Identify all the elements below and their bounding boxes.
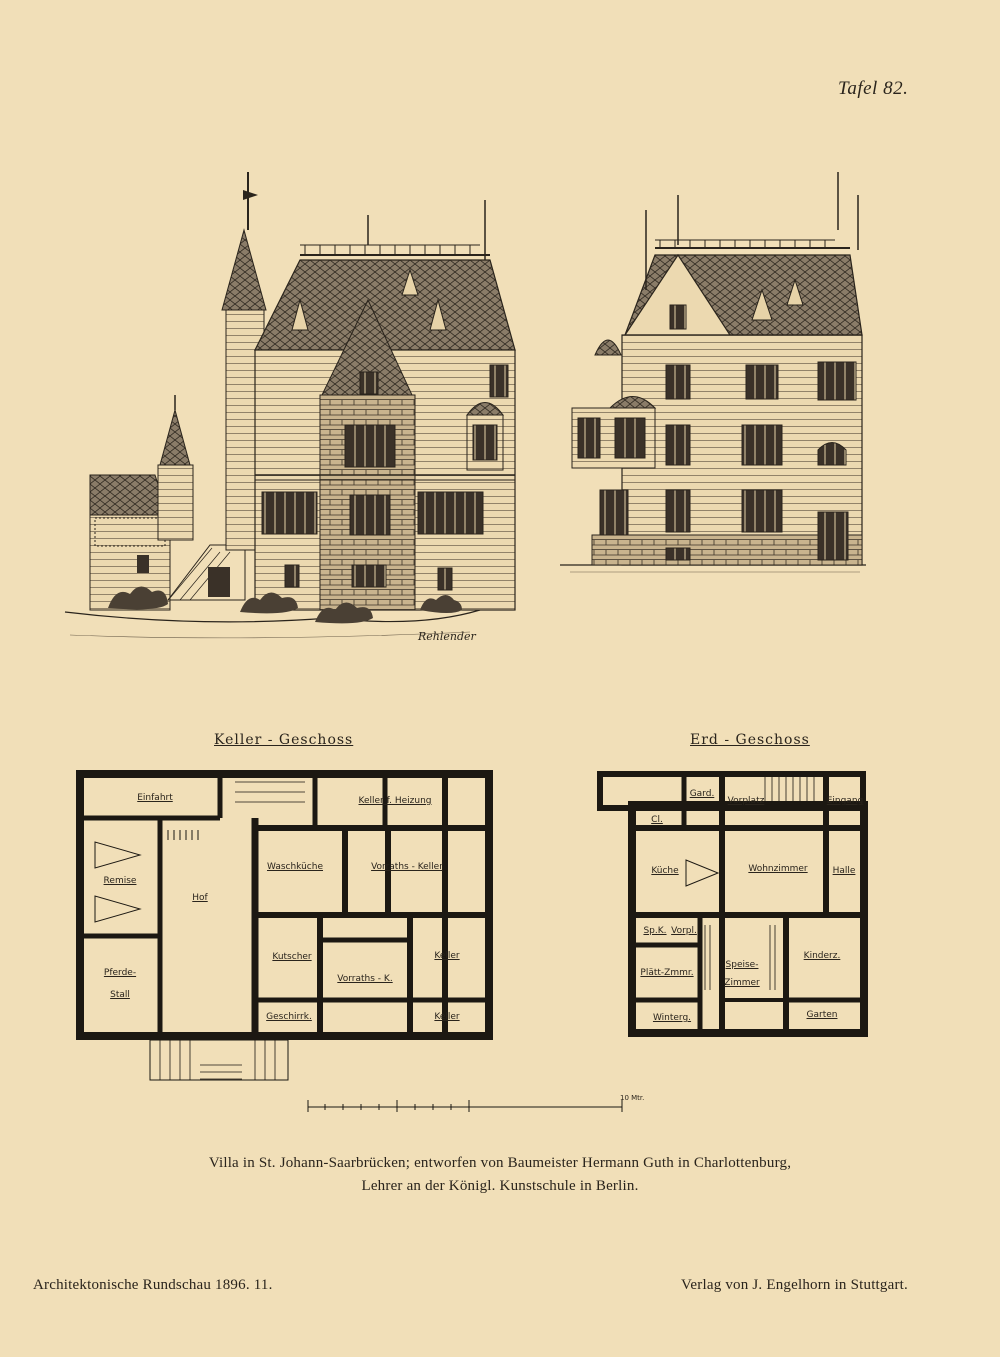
room-kinderz: Kinderz. (803, 951, 841, 961)
room-vorraths-keller: Vorraths - Keller (371, 862, 443, 872)
room-zimmer: Zimmer (724, 978, 760, 988)
caption-line-2: Lehrer an der Königl. Kunstschule in Berlin. (361, 1178, 639, 1194)
room-vorplatz: Vorplatz (727, 796, 765, 806)
scale-bar (308, 1100, 622, 1112)
room-remise: Remise (103, 876, 137, 886)
room-plaett: Plätt-Zmmr. (640, 968, 694, 978)
footer-publisher: Verlag von J. Engelhorn in Stuttgart. (681, 1277, 908, 1293)
room-einfahrt: Einfahrt (137, 793, 173, 803)
basement-plan (80, 774, 489, 1080)
room-hof: Hof (192, 893, 208, 903)
room-pferde: Pferde- (103, 968, 137, 978)
room-vorraths-k: Vorraths - K. (337, 974, 393, 984)
room-keller: Keller (434, 951, 460, 961)
artist-signature: Rehlender (418, 630, 476, 643)
room-waschkueche: Waschküche (266, 862, 324, 872)
room-cl: Cl. (651, 815, 663, 825)
basement-plan-title: Keller - Geschoss (214, 732, 354, 748)
room-wohnzimmer: Wohnzimmer (748, 864, 808, 874)
caption-line-1: Villa in St. Johann-Saarbrücken; entworfen von Baumeister Hermann Guth in Charlottenburg, (208, 1155, 792, 1171)
ground-plan (600, 774, 864, 1033)
room-gard: Gard. (689, 789, 715, 799)
room-kutscher: Kutscher (272, 952, 312, 962)
room-spk: Sp.K. (643, 926, 667, 936)
room-geschirrk: Geschirrk. (266, 1012, 312, 1022)
room-vorpl: Vorpl. (671, 926, 697, 936)
scale-label: 10 Mtr. (620, 1094, 645, 1102)
plate-number: Tafel 82. (838, 78, 909, 99)
room-kueche: Küche (651, 866, 679, 876)
room-garten: Garten (806, 1010, 838, 1020)
room-eingang: Eingang (826, 796, 864, 806)
room-keller-heizung: Keller f. Heizung (358, 796, 432, 806)
room-keller-2: Keller (434, 1012, 460, 1022)
ground-plan-title: Erd - Geschoss (690, 732, 810, 748)
room-winterg: Winterg. (652, 1013, 692, 1023)
room-stall: Stall (110, 990, 130, 1000)
left-elevation (65, 172, 515, 638)
room-halle: Halle (832, 866, 856, 876)
footer-publication: Architektonische Rundschau 1896. 11. (33, 1277, 273, 1293)
room-speise: Speise- (725, 960, 759, 970)
right-elevation (560, 172, 866, 572)
